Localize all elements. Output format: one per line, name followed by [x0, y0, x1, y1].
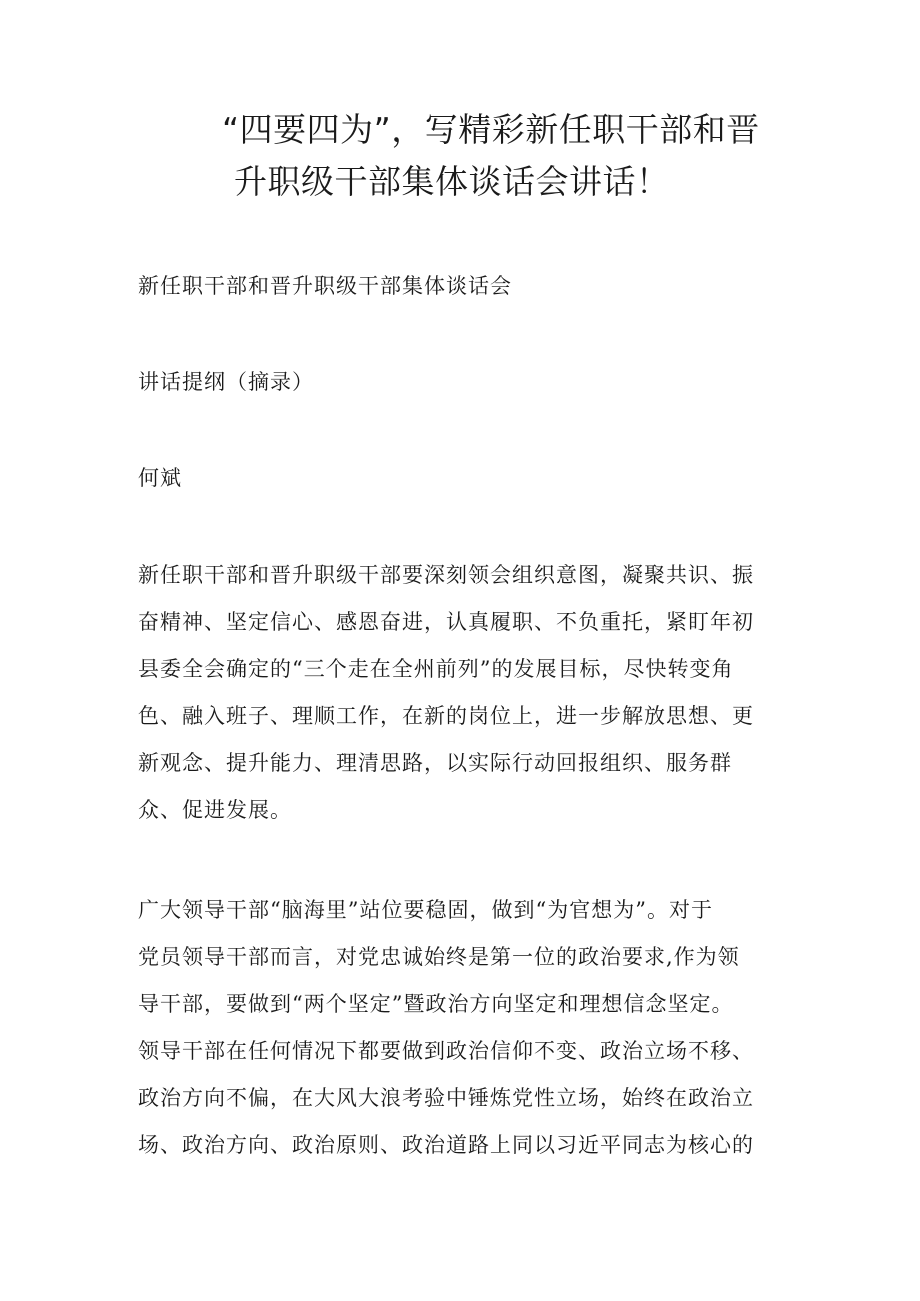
paragraph-1-line: 新任职干部和晋升职级干部要深刻领会组织意图，凝聚共识、振	[138, 563, 754, 587]
paragraph-1-line: 新观念、提升能力、理清思路，以实际行动回报组织、服务群	[138, 751, 732, 775]
title-line-1: “四要四为”，写精彩新任职干部和晋	[222, 110, 760, 149]
paragraph-1	[138, 552, 798, 834]
document-title	[222, 104, 802, 208]
paragraph-2-line: 广大领导干部“脑海里”站位要稳固，做到“为官想为”。对于	[138, 898, 713, 922]
paragraph-1-line: 众、促进发展。	[138, 798, 292, 822]
subtitle: 讲话提纲（摘录）	[138, 370, 314, 394]
meeting-name: 新任职干部和晋升职级干部集体谈话会	[138, 274, 512, 298]
paragraph-1-line: 色、融入班子、理顺工作，在新的岗位上，进一步解放思想、更	[138, 704, 754, 728]
paragraph-1-line: 县委全会确定的“三个走在全州前列”的发展目标，尽快转变角	[138, 657, 734, 681]
paragraph-2-line: 场、政治方向、政治原则、政治道路上同以习近平同志为核心的	[138, 1133, 754, 1157]
title-line-2: 升职级干部集体谈话会讲话！	[234, 162, 670, 201]
paragraph-2-line: 党员领导干部而言，对党忠诚始终是第一位的政治要求,作为领	[138, 945, 740, 969]
paragraph-2-line: 政治方向不偏，在大风大浪考验中锤炼党性立场，始终在政治立	[138, 1086, 754, 1110]
author: 何斌	[138, 466, 182, 490]
paragraph-2-line: 导干部，要做到“两个坚定”暨政治方向坚定和理想信念坚定。	[138, 992, 734, 1016]
paragraph-2	[138, 887, 798, 1169]
paragraph-2-line: 领导干部在任何情况下都要做到政治信仰不变、政治立场不移、	[138, 1039, 754, 1063]
paragraph-1-line: 奋精神、坚定信心、感恩奋进，认真履职、不负重托，紧盯年初	[138, 610, 754, 634]
